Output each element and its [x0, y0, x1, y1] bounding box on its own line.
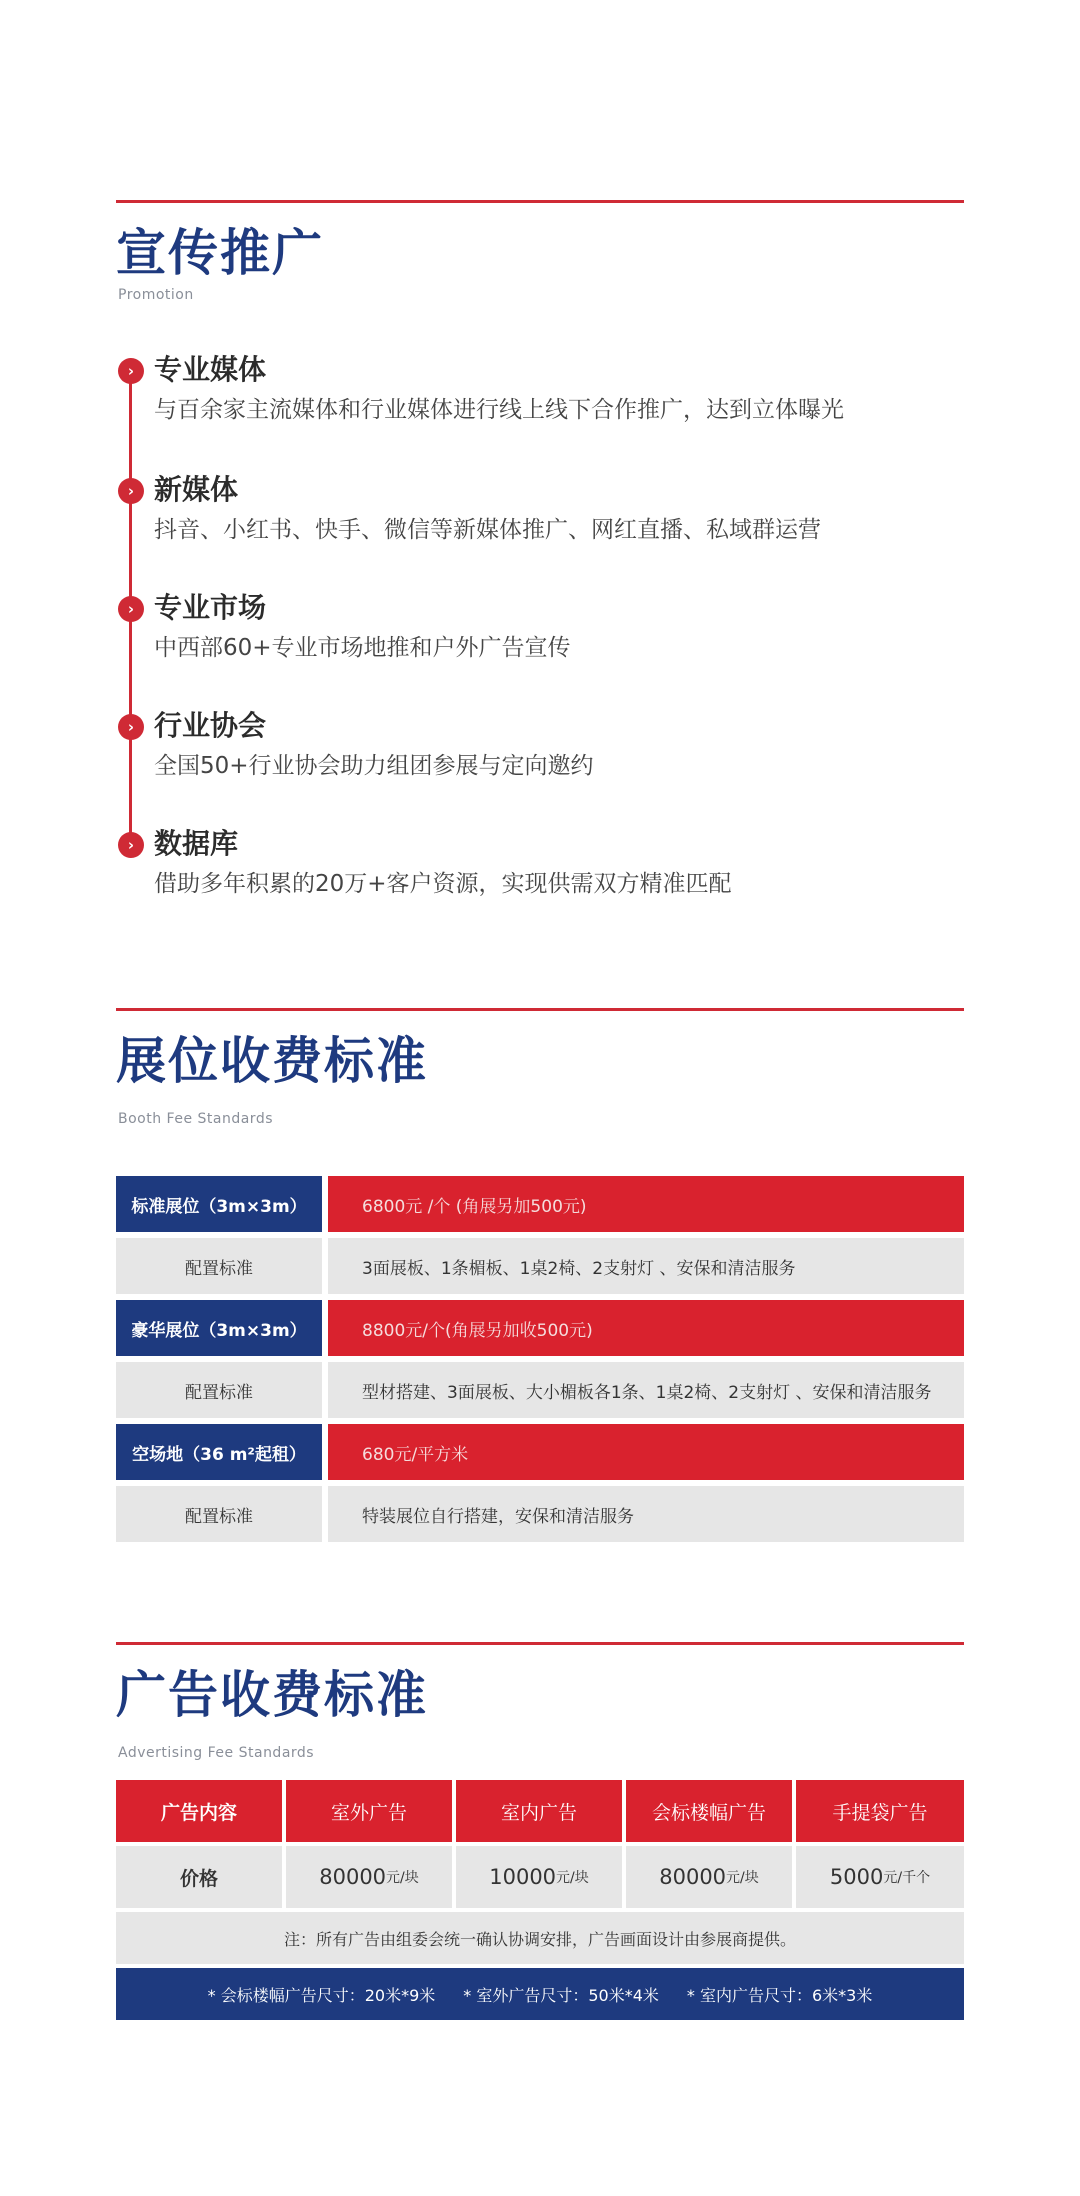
price-amount: 5000	[829, 1865, 884, 1889]
booth-type-price: 680元/平方米	[328, 1424, 964, 1480]
ads-sizes-bar	[116, 1968, 964, 2020]
promotion-item-title: 专业媒体	[154, 353, 267, 386]
promotion-timeline	[116, 352, 964, 897]
price-label: 价格	[116, 1846, 282, 1908]
booth-type-label: 豪华展位（3m×3m）	[116, 1300, 322, 1356]
booth-subtitle: Booth Fee Standards	[118, 1111, 273, 1127]
booth-type-price: 6800元 /个 (角展另加500元)	[328, 1176, 964, 1232]
promotion-item-title: 数据库	[154, 827, 239, 860]
chevron-right-icon: ›	[118, 478, 144, 504]
promotion-item-title: 行业协会	[154, 709, 267, 742]
ads-header-row	[116, 1780, 964, 1842]
price-unit: 元/块	[726, 1870, 759, 1886]
booth-type-price: 8800元/个(角展另加收500元)	[328, 1300, 964, 1356]
ads-header-cell: 广告内容	[116, 1780, 282, 1842]
section-divider	[116, 200, 964, 203]
config-value: 特装展位自行搭建，安保和清洁服务	[328, 1486, 964, 1542]
ads-size-item: * 室外广告尺寸：50米*4米	[463, 1985, 659, 2005]
section-divider	[116, 1008, 964, 1011]
price-cell	[456, 1846, 622, 1908]
ads-header-cell: 手提袋广告	[796, 1780, 964, 1842]
promotion-subtitle: Promotion	[118, 287, 194, 303]
table-row	[116, 1362, 964, 1418]
config-value: 3面展板、1条楣板、1桌2椅、2支射灯 、安保和清洁服务	[328, 1238, 964, 1294]
table-row	[116, 1300, 964, 1356]
promotion-item	[116, 826, 964, 936]
promotion-item-desc: 借助多年积累的20万+客户资源，实现供需双方精准匹配	[154, 871, 732, 897]
ads-header-cell: 室外广告	[286, 1780, 452, 1842]
ads-header-cell: 室内广告	[456, 1780, 622, 1842]
ads-header-cell: 会标楼幅广告	[626, 1780, 792, 1842]
section-divider	[116, 1642, 964, 1645]
ads-size-item: * 室内广告尺寸：6米*3米	[686, 1985, 873, 2005]
price-unit: 元/块	[556, 1870, 589, 1886]
table-row	[116, 1176, 964, 1232]
promotion-title: 宣传推广	[116, 224, 324, 282]
promotion-item	[116, 472, 964, 582]
promotion-item	[116, 590, 964, 700]
chevron-right-icon: ›	[118, 358, 144, 384]
booth-title: 展位收费标准	[116, 1032, 428, 1090]
table-row	[116, 1238, 964, 1294]
promotion-item	[116, 352, 964, 462]
price-cell	[796, 1846, 964, 1908]
table-row	[116, 1486, 964, 1542]
chevron-right-icon: ›	[118, 596, 144, 622]
booth-type-label: 空场地（36 m²起租）	[116, 1424, 322, 1480]
chevron-right-icon: ›	[118, 832, 144, 858]
price-cell	[626, 1846, 792, 1908]
promotion-item-desc: 中西部60+专业市场地推和户外广告宣传	[154, 635, 571, 661]
promotion-item-desc: 与百余家主流媒体和行业媒体进行线上线下合作推广，达到立体曝光	[154, 397, 844, 423]
price-unit: 元/千个	[883, 1870, 931, 1886]
booth-section	[116, 1008, 964, 1548]
ads-note: 注：所有广告由组委会统一确认协调安排，广告画面设计由参展商提供。	[116, 1912, 964, 1964]
booth-type-label: 标准展位（3m×3m）	[116, 1176, 322, 1232]
ads-price-row	[116, 1846, 964, 1908]
config-label: 配置标准	[116, 1238, 322, 1294]
price-amount: 80000	[319, 1865, 387, 1889]
price-amount: 10000	[489, 1865, 557, 1889]
ads-subtitle: Advertising Fee Standards	[118, 1745, 315, 1761]
chevron-right-icon: ›	[118, 714, 144, 740]
ads-section	[116, 1642, 964, 2022]
price-cell	[286, 1846, 452, 1908]
table-row	[116, 1424, 964, 1480]
config-label: 配置标准	[116, 1486, 322, 1542]
ads-title: 广告收费标准	[116, 1666, 428, 1724]
config-value: 型材搭建、3面展板、大小楣板各1条、1桌2椅、2支射灯 、安保和清洁服务	[328, 1362, 964, 1418]
promotion-item-desc: 抖音、小红书、快手、微信等新媒体推广、网红直播、私域群运营	[154, 517, 821, 543]
ads-size-item: * 会标楼幅广告尺寸：20米*9米	[207, 1985, 436, 2005]
config-label: 配置标准	[116, 1362, 322, 1418]
promotion-item	[116, 708, 964, 818]
price-unit: 元/块	[386, 1870, 419, 1886]
price-amount: 80000	[659, 1865, 727, 1889]
booth-fee-table	[116, 1176, 964, 1546]
promotion-item-title: 新媒体	[154, 473, 239, 506]
promotion-item-desc: 全国50+行业协会助力组团参展与定向邀约	[154, 753, 594, 779]
promotion-section	[116, 200, 964, 940]
promotion-item-title: 专业市场	[154, 591, 267, 624]
